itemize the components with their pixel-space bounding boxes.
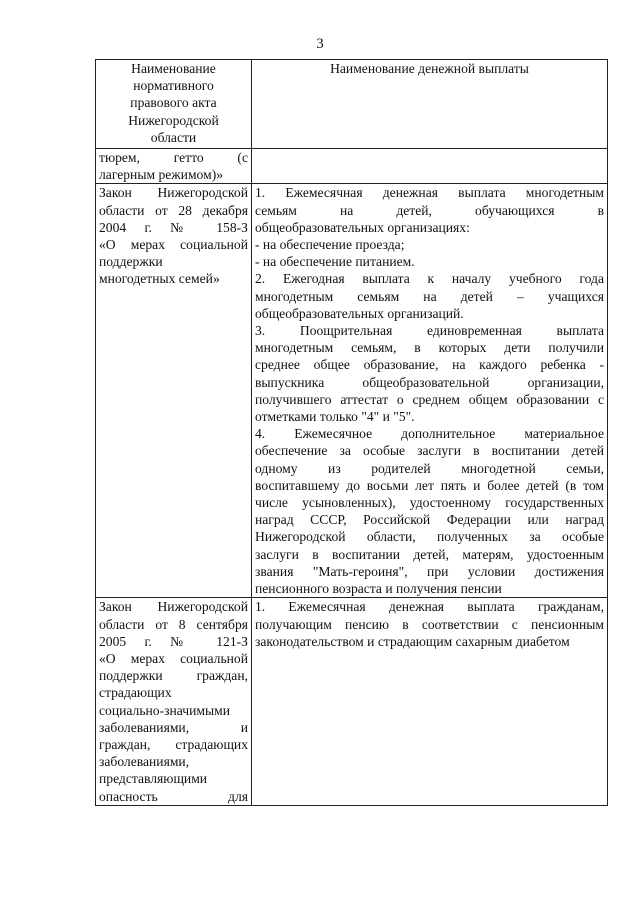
cell-line: - на обеспечение питанием. [255, 254, 415, 270]
cell-line: пенсионного возраста и получения пенсии [255, 581, 502, 597]
cell-line: «О мерах социальной [99, 237, 248, 253]
cell-line: среднее общее образование, на каждого ребенка - [255, 357, 604, 373]
cell-line: многодетным семьям на детей – учащихся [255, 288, 604, 304]
cell-line: 3. Поощрительная единовременная выплата [255, 323, 604, 339]
header-line: правового акта [130, 95, 217, 111]
header-line: Наименование [131, 61, 216, 76]
cell-line: получившего аттестат о среднем общем образовании с [255, 391, 604, 407]
payment-cell [252, 149, 608, 184]
cell-line: семьям на детей, обучающихся в [255, 202, 604, 218]
cell-line: тюрем, гетто (с [99, 150, 248, 166]
cell-line: многодетных семей» [99, 271, 220, 287]
cell-line: - на обеспечение проезда; [255, 237, 405, 253]
cell-line: поддержки [99, 254, 163, 270]
cell-line: отметками только "4" и "5". [255, 409, 415, 425]
payments-table [95, 59, 608, 806]
header-line: области [150, 129, 197, 145]
cell-line: законодательством и страдающим сахарным диабетом [255, 633, 570, 649]
page-number: 3 [316, 36, 324, 52]
cell-line: «О мерах социальной [99, 650, 248, 666]
cell-line: граждан, страдающих [99, 736, 248, 752]
cell-line: поддержки граждан, [99, 668, 248, 684]
cell-line: числе усыновленных), удостоенному государственных [255, 495, 604, 511]
cell-line: воспитавшему до восьми лет пять и более детей (в том [255, 477, 604, 493]
cell-line: Закон Нижегородской [99, 599, 248, 615]
payment-cell [252, 184, 608, 598]
cell-line: 1. Ежемесячная денежная выплата гражданам, [255, 599, 604, 615]
payment-cell [252, 598, 608, 805]
cell-line: области от 8 сентября [99, 616, 248, 632]
header-payment-name [252, 60, 608, 149]
cell-line: социально-значимыми [99, 702, 230, 718]
cell-line: опасность для [99, 788, 248, 804]
cell-line: звания "Мать-героиня", при условии достижения [255, 563, 604, 579]
cell-line: 2004 г. № 158-З [99, 219, 248, 235]
cell-line: обеспечение за особые заслуги в воспитании детей [255, 443, 604, 459]
cell-line: одному из родителей многодетной семьи, [255, 460, 604, 476]
cell-line: лагерным режимом)» [99, 167, 224, 183]
cell-line: представляющими [99, 771, 208, 787]
cell-line: страдающих [99, 685, 172, 701]
cell-line: общеобразовательных организаций. [255, 305, 464, 321]
cell-line: заболеваниями, и [99, 719, 248, 735]
cell-line: заслуги в воспитании детей, матерям, удостоенным [255, 546, 604, 562]
cell-line: 2005 г. № 121-З [99, 633, 248, 649]
header-line: Наименование денежной выплаты [330, 61, 529, 76]
cell-line: выпускника общеобразовательной организации, [255, 374, 604, 390]
legal-act-cell [96, 149, 252, 184]
table-row [96, 598, 608, 805]
cell-line: наград СССР, Российской Федерации или наград [255, 512, 604, 528]
cell-line: 2. Ежегодная выплата к началу учебного года [255, 271, 604, 287]
legal-act-cell [96, 184, 252, 598]
header-line: Нижегородской [128, 112, 219, 128]
table-row [96, 149, 608, 184]
table-header-row [96, 60, 608, 149]
cell-line: многодетным семьям, в которых дети получили [255, 340, 604, 356]
cell-line: заболеваниями, [99, 754, 190, 770]
cell-line: 4. Ежемесячное дополнительное материальное [255, 426, 604, 442]
cell-line: общеобразовательных организациях: [255, 219, 470, 235]
cell-line: получающим пенсию в соответствии с пенсионным [255, 616, 604, 632]
legal-act-cell [96, 598, 252, 805]
cell-line: области от 28 декабря [99, 202, 248, 218]
header-line: нормативного [133, 78, 214, 94]
cell-line: Нижегородской области, полученных за особые [255, 529, 604, 545]
cell-line: Закон Нижегородской [99, 185, 248, 201]
table-row [96, 184, 608, 598]
header-legal-act [96, 60, 252, 149]
cell-line: 1. Ежемесячная денежная выплата многодетным [255, 185, 604, 201]
